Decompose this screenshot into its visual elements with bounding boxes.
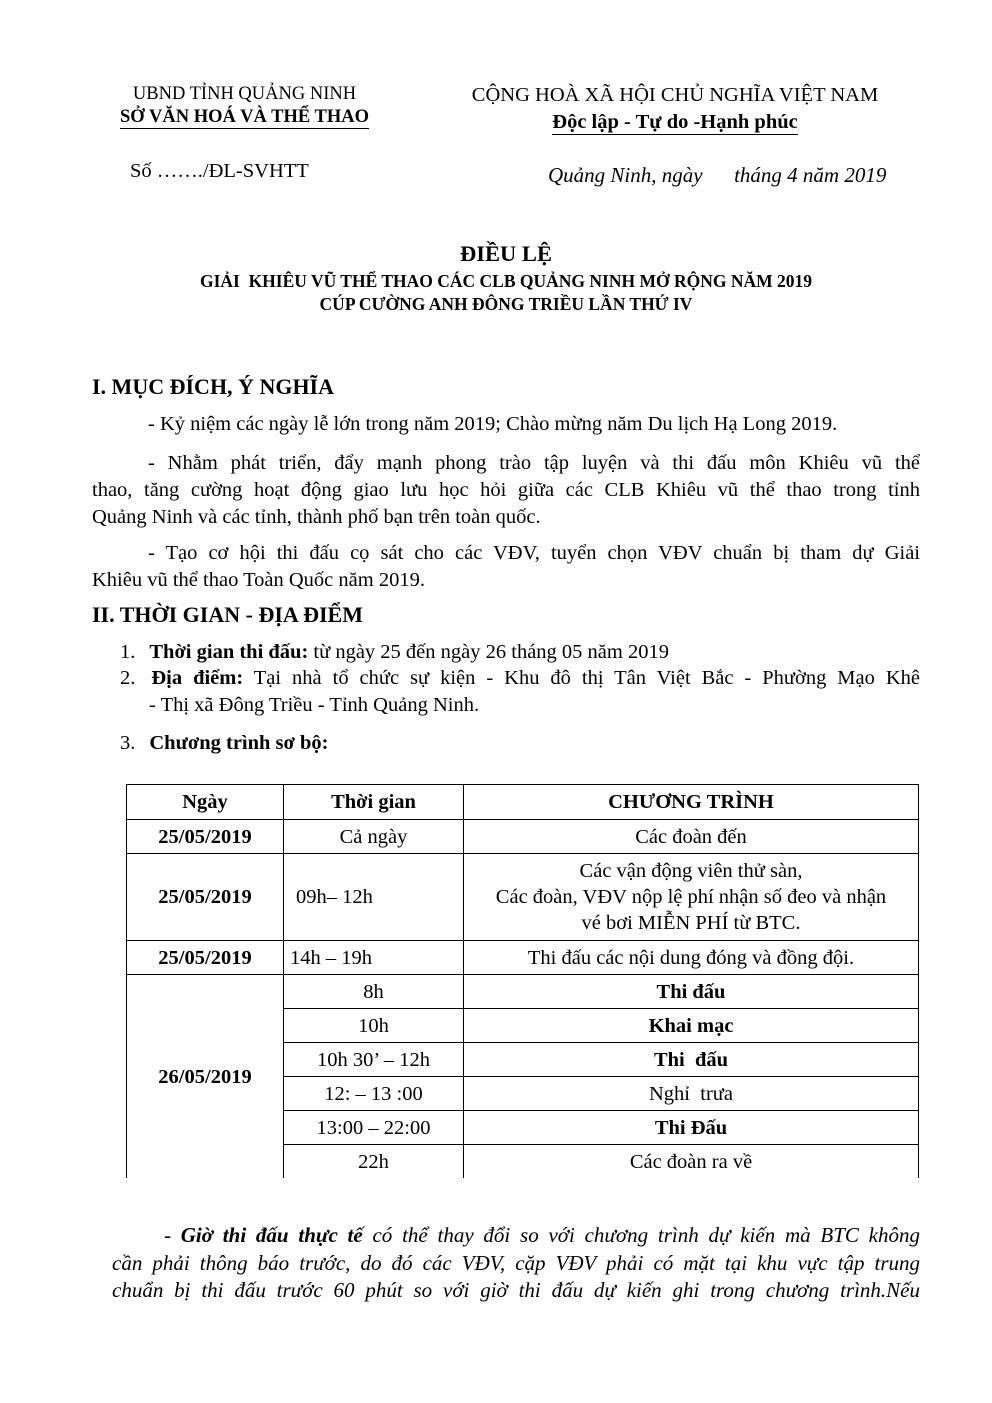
list-label: Thời gian thi đấu:	[149, 641, 309, 663]
cell-time: 13:00 – 22:00	[284, 1111, 464, 1145]
cell-time: 14h – 19h	[284, 941, 464, 975]
list-item-time	[120, 641, 669, 664]
section-1-paragraph-3-line-1	[92, 540, 920, 567]
header-date: Ngày	[127, 785, 284, 820]
section-1-p2-l1: - Nhằm phát triển, đẩy mạnh phong trào tập luyện và thi đấu môn Khiêu vũ thể	[148, 452, 920, 474]
document-subtitle-1: GIẢI KHIÊU VŨ THỂ THAO CÁC CLB QUẢNG NINH MỞ RỘNG NĂM 2019	[199, 271, 813, 291]
cell-date: 25/05/2019	[127, 854, 284, 941]
table-row	[127, 975, 919, 1009]
list-item-location	[120, 667, 920, 690]
note-line-1	[112, 1223, 920, 1248]
section-1-paragraph-2-line-2: thao, tăng cường hoạt động giao lưu học hỏi giữa các CLB Khiêu vũ thể thao trong tỉnh	[92, 479, 920, 501]
section-1-heading: I. MỤC ĐÍCH, Ý NGHĨA	[92, 374, 334, 399]
cell-program: Thi đấu các nội dung đóng và đồng đội.	[464, 941, 919, 975]
cell-time: 8h	[284, 975, 464, 1009]
header-time: Thời gian	[284, 785, 464, 820]
section-1-p1-text: - Kỷ niệm các ngày lễ lớn trong năm 2019; Chào mừng năm Du lịch Hạ Long 2019.	[148, 413, 838, 435]
list-label: Địa điểm:	[151, 667, 244, 689]
nation-title: CỘNG HOÀ XÃ HỘI CHỦ NGHĨA VIỆT NAM	[471, 84, 879, 106]
cell-program: Thi đấu	[464, 1043, 919, 1077]
list-label: Chương trình sơ bộ:	[149, 732, 329, 754]
cell-time: 12: – 13 :00	[284, 1077, 464, 1111]
section-1-paragraph-2-line-3: Quảng Ninh và các tỉnh, thành phố bạn trên toàn quốc.	[92, 506, 541, 528]
table-header-row	[127, 785, 919, 820]
note-bold: Giờ thi đấu thực tế	[180, 1223, 363, 1247]
cell-time: Cả ngày	[284, 820, 464, 854]
document-subtitle-2: CÚP CƯỜNG ANH ĐÔNG TRIỀU LẦN THỨ IV	[319, 294, 693, 314]
section-1-p3-l1: - Tạo cơ hội thi đấu cọ sát cho các VĐV, tuyển chọn VĐV chuẩn bị tham dự Giải	[148, 542, 920, 564]
cell-program: Nghỉ trưa	[464, 1077, 919, 1111]
cell-date: 25/05/2019	[127, 941, 284, 975]
table-row	[127, 820, 919, 854]
org-name: UBND TỈNH QUẢNG NINH	[132, 84, 357, 104]
cell-time: 10h 30’ – 12h	[284, 1043, 464, 1077]
cell-time: 22h	[284, 1145, 464, 1179]
program-line: Các đoàn, VĐV nộp lệ phí nhận số đeo và nhận	[495, 886, 887, 908]
national-motto	[440, 111, 910, 134]
table-row	[127, 941, 919, 975]
header-program: CHƯƠNG TRÌNH	[464, 785, 919, 820]
table-row	[127, 854, 919, 941]
note-line-2: cần phải thông báo trước, do đó các VĐV, cặp VĐV phải có mặt tại khu vực tập trung	[112, 1251, 920, 1275]
list-text: Tại nhà tổ chức sự kiện - Khu đô thị Tân Việt Bắc - Phường Mạo Khê	[243, 667, 920, 689]
department-name-text: SỞ VĂN HOÁ VÀ THỂ THAO	[120, 107, 369, 127]
document-number: Số ……./ĐL-SVHTT	[130, 160, 309, 182]
cell-date: 26/05/2019	[127, 975, 284, 1179]
note-line-3: chuẩn bị thi đấu trước 60 phút so với giờ thi đấu dự kiến ghi trong chương trình.Nếu	[112, 1278, 920, 1302]
cell-program: Thi đấu	[464, 975, 919, 1009]
cell-date: 25/05/2019	[127, 820, 284, 854]
program-line: Các vận động viên thử sàn,	[579, 860, 803, 882]
place-date: Quảng Ninh, ngày tháng 4 năm 2019	[548, 163, 887, 187]
list-number: 3.	[120, 732, 136, 754]
list-item-program	[120, 732, 329, 755]
department-name	[92, 107, 397, 128]
cell-program: Thi Đấu	[464, 1111, 919, 1145]
cell-program	[464, 854, 919, 941]
list-number: 1.	[120, 641, 136, 663]
section-1-paragraph-2-line-1	[92, 450, 920, 477]
document-title: ĐIỀU LỆ	[460, 241, 552, 266]
section-2-heading: II. THỜI GIAN - ĐỊA ĐIỂM	[92, 602, 363, 627]
note-rest: có thể thay đổi so với chương trình dự kiến mà BTC không	[362, 1223, 920, 1247]
list-item-location-cont: - Thị xã Đông Triều - Tỉnh Quảng Ninh.	[149, 694, 480, 716]
section-1-paragraph-1	[92, 411, 920, 438]
cell-program: Các đoàn đến	[464, 820, 919, 854]
list-number: 2.	[120, 667, 136, 689]
national-motto-text: Độc lập - Tự do -Hạnh phúc	[552, 111, 798, 133]
cell-program: Các đoàn ra về	[464, 1145, 919, 1179]
list-text: từ ngày 25 đến ngày 26 tháng 05 năm 2019	[308, 641, 669, 663]
section-1-paragraph-3-line-2: Khiêu vũ thể thao Toàn Quốc năm 2019.	[92, 569, 425, 591]
cell-time: 10h	[284, 1009, 464, 1043]
program-line: vé bơi MIỄN PHÍ từ BTC.	[581, 912, 801, 934]
cell-time: 09h– 12h	[284, 854, 464, 941]
note-lead: -	[164, 1223, 181, 1247]
cell-program: Khai mạc	[464, 1009, 919, 1043]
schedule-table	[126, 784, 919, 1178]
